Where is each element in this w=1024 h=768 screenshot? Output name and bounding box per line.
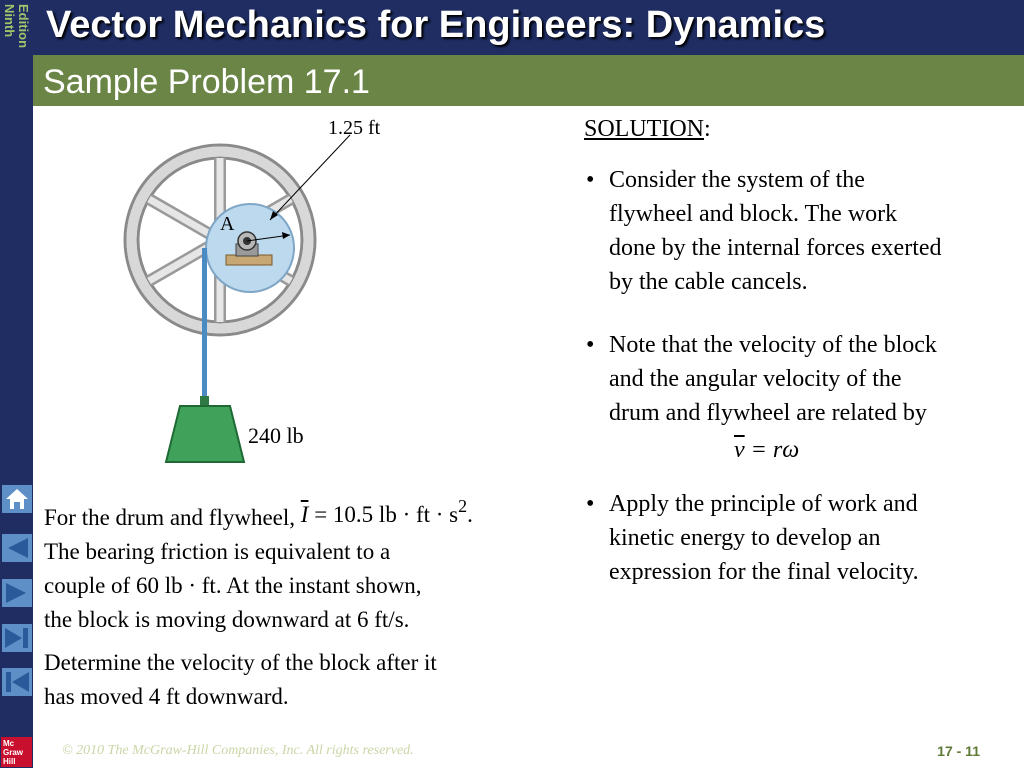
couple-value: 60 lb · ft. bbox=[135, 573, 222, 598]
publisher-logo-line: Graw bbox=[3, 748, 24, 757]
problem-line: has moved 4 ft downward. bbox=[44, 684, 289, 709]
flywheel-figure bbox=[120, 110, 381, 470]
block bbox=[166, 406, 244, 462]
bullet-glyph: • bbox=[586, 167, 595, 193]
solution-bullet: • Consider the system of the flywheel and block. The work done by the internal forces exerted by the cable cancels. bbox=[586, 163, 1016, 299]
header-bar bbox=[33, 0, 1024, 55]
copyright-notice: © 2010 The McGraw-Hill Companies, Inc. All rights reserved. bbox=[62, 743, 414, 758]
slide-title: Sample Problem 17.1 bbox=[43, 63, 370, 101]
solution-bullet: • Note that the velocity of the block and the angular velocity of the drum and flywheel are related by bbox=[586, 328, 1016, 430]
cable bbox=[202, 248, 207, 398]
previous-icon bbox=[2, 534, 32, 562]
problem-line: For the drum and flywheel, $\overline{I} = 10.5$ lb · ft · $s^2$. bbox=[44, 496, 473, 530]
edition-line-1: Ninth bbox=[2, 4, 17, 38]
weight-label: 240 lb bbox=[248, 423, 304, 448]
edition-line-2: Edition bbox=[16, 4, 31, 49]
last-icon bbox=[2, 624, 32, 652]
problem-line: couple of 60 lb · ft. At the instant shown, bbox=[44, 573, 422, 598]
bullet-glyph: • bbox=[586, 332, 595, 358]
publisher-logo-line: Mc bbox=[3, 739, 15, 748]
sidebar bbox=[0, 0, 33, 768]
solution-heading: SOLUTION: bbox=[584, 116, 711, 142]
publisher-logo-line: Hill bbox=[3, 757, 16, 766]
home-icon bbox=[2, 485, 32, 513]
point-a-label: A bbox=[220, 213, 235, 235]
back-button[interactable] bbox=[0, 667, 33, 697]
problem-question bbox=[44, 646, 437, 714]
problem-line: the block is moving downward at 6 ft/s. bbox=[44, 607, 410, 632]
last-button[interactable] bbox=[0, 623, 33, 653]
velocity-relation: $\overline{v} = r\omega$ bbox=[734, 437, 800, 463]
next-icon bbox=[2, 579, 32, 607]
subheader-bar bbox=[33, 55, 1024, 106]
next-button[interactable] bbox=[0, 578, 33, 608]
problem-statement bbox=[44, 492, 473, 637]
back-icon bbox=[2, 668, 32, 696]
problem-line: Determine the velocity of the block after it bbox=[44, 650, 437, 675]
page-number: 17 - 11 bbox=[937, 743, 980, 759]
radius-label: 1.25 ft bbox=[328, 117, 381, 139]
home-button[interactable] bbox=[0, 484, 33, 514]
edition-label bbox=[2, 4, 32, 64]
page-title: Vector Mechanics for Engineers: Dynamics bbox=[46, 4, 826, 46]
bullet-glyph: • bbox=[586, 491, 595, 517]
previous-button[interactable] bbox=[0, 533, 33, 563]
problem-line: The bearing friction is equivalent to a bbox=[44, 539, 391, 564]
inertia-equation: $\overline{I} = 10.5$ lb · ft · $s^2$. bbox=[300, 496, 473, 527]
solution-bullet: • Apply the principle of work and kinetic energy to develop an expression for the final velocity. bbox=[586, 487, 1016, 589]
publisher-logo bbox=[1, 737, 32, 767]
